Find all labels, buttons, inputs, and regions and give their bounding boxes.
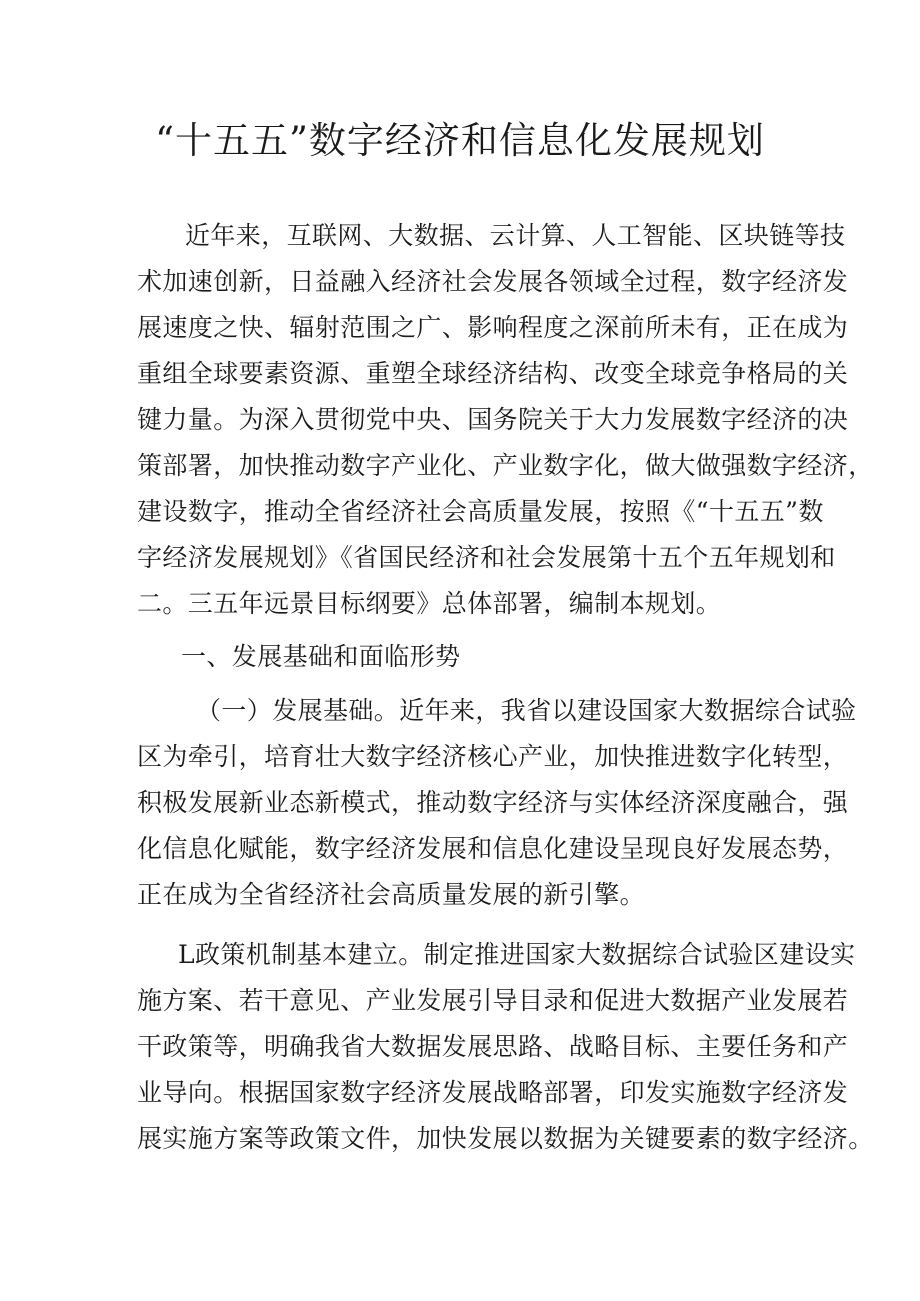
paragraph-line: 建设数字，推动全省经济社会高质量发展，按照《“十五五”数 [137, 497, 824, 526]
paragraph-line: 键力量。为深入贯彻党中央、国务院关于大力发展数字经济的决 [137, 405, 849, 434]
paragraph-line: L政策机制基本建立。制定推进国家大数据综合试验区建设实 [178, 940, 856, 969]
paragraph-line: 近年来，互联网、大数据、云计算、人工智能、区块链等技 [185, 221, 846, 250]
paragraph-line: 施方案、若干意见、产业发展引导目录和促进大数据产业发展若 [137, 986, 849, 1015]
paragraph-line: 积极发展新业态新模式，推动数字经济与实体经济深度融合，强 [137, 788, 849, 817]
paragraph-line: （一）发展基础。近年来，我省以建设国家大数据综合试验 [196, 696, 857, 725]
document-title: “十五五”数字经济和信息化发展规划 [155, 119, 765, 162]
paragraph-line: 策部署，加快推动数字产业化、产业数字化，做大做强数字经济， [137, 451, 874, 480]
paragraph-line: 术加速创新，日益融入经济社会发展各领域全过程，数字经济发 [137, 267, 849, 296]
section-heading: 一、发展基础和面临形势 [181, 642, 461, 671]
paragraph-line: 正在成为全省经济社会高质量发展的新引擎。 [137, 880, 646, 909]
paragraph-line: 业导向。根据国家数字经济发展战略部署，印发实施数字经济发 [137, 1078, 849, 1107]
paragraph-line: 展速度之快、辐射范围之广、影响程度之深前所未有，正在成为 [137, 313, 849, 342]
paragraph-line: 重组全球要素资源、重塑全球经济结构、改变全球竞争格局的关 [137, 359, 849, 388]
paragraph-line: 化信息化赋能，数字经济发展和信息化建设呈现良好发展态势， [137, 834, 849, 863]
paragraph-line: 区为牵引，培育壮大数字经济核心产业，加快推进数字化转型， [137, 742, 849, 771]
paragraph-line: 干政策等，明确我省大数据发展思路、战略目标、主要任务和产 [137, 1032, 849, 1061]
paragraph-line: 字经济发展规划》《省国民经济和社会发展第十五个五年规划和 [137, 543, 836, 572]
paragraph-line: 二。三五年远景目标纲要》总体部署，编制本规划。 [137, 589, 722, 618]
paragraph-line: 展实施方案等政策文件，加快发展以数据为关键要素的数字经济。 [137, 1124, 874, 1153]
